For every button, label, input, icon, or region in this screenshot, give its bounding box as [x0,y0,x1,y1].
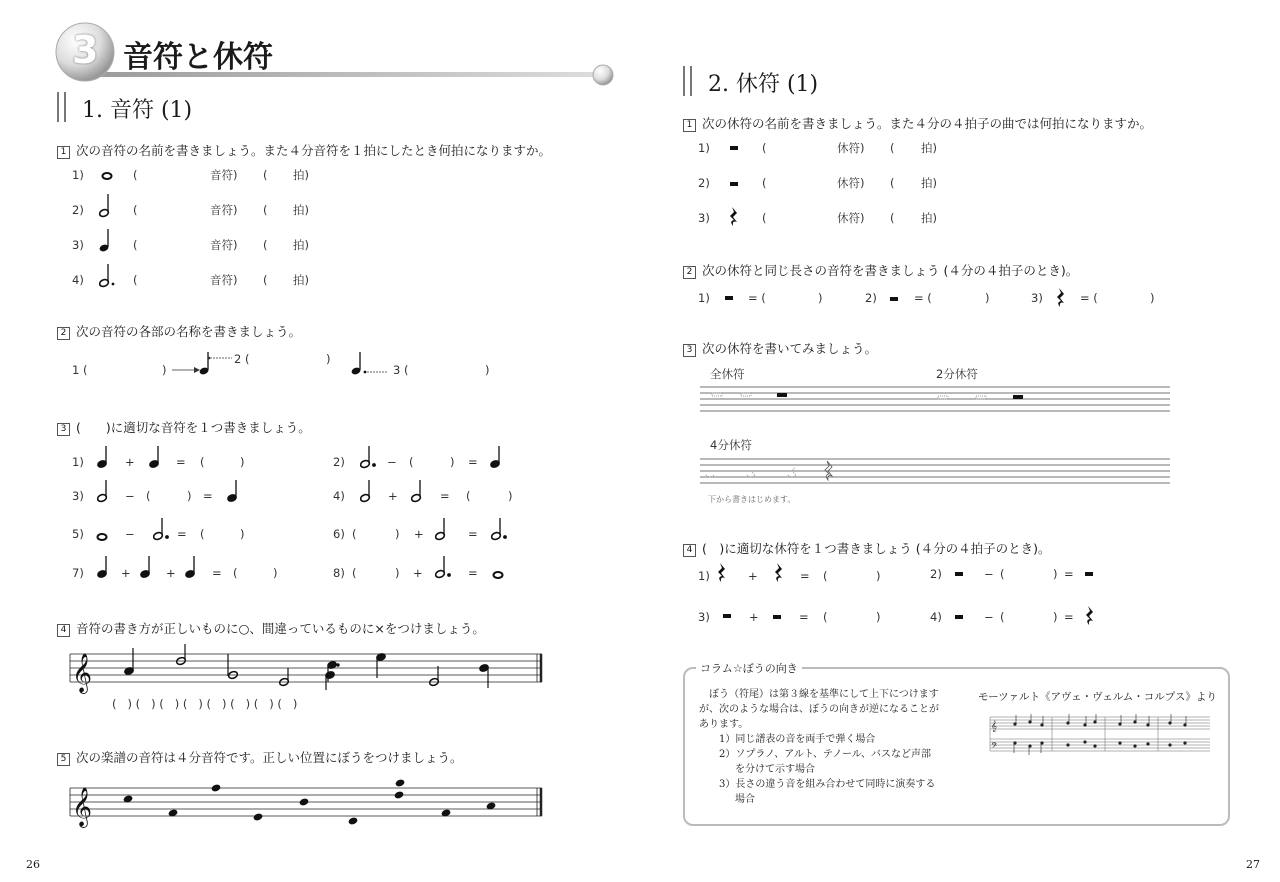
paren: ) [1053,567,1058,581]
question-number: 2 [57,327,70,340]
q4-staff [68,642,546,692]
part-3-paren-open: 3 ( [393,363,409,377]
answer-paren-open: ( [133,273,138,287]
item-label: 3) [698,211,710,225]
operator: = [1064,610,1074,624]
item-label: 1) [698,141,710,155]
operator: − [125,489,135,503]
item-label: 2) [865,291,877,305]
question-number: 3 [57,423,70,436]
chapter-number: 3 [72,28,99,72]
paren: ) [1053,610,1058,624]
item-label: 4) [930,610,942,624]
operator: + [749,610,759,624]
q5-staff [68,776,546,826]
operator: = [1064,567,1074,581]
chapter-title: 音符と休符 [123,40,273,75]
item-label: 1) [698,569,710,583]
part-3-paren-close: ) [485,363,490,377]
question-number: 4 [57,624,70,637]
item-label: 5) [72,527,84,541]
answer-name: 休符) [837,176,865,190]
paren: ( [135,697,141,711]
beat-label: 拍) [293,168,309,182]
paren: ( [200,527,205,541]
beat-paren-open: ( [890,176,895,190]
question-number: 1 [57,146,70,159]
paren: ( [352,527,357,541]
paren: ( [206,697,211,711]
paren-close: ) [818,291,823,305]
quarter-rest-icon [1056,287,1066,309]
beat-paren-open: ( [263,238,268,252]
paren: ( [409,455,414,469]
beat-paren-open: ( [890,211,895,225]
section-title: 2. 休符 (1) [708,72,819,97]
paren: ) [245,697,251,711]
part-2-paren-close: ) [326,352,331,366]
question-text: 次の音符の名前を書きましょう。また４分音符を１拍にしたとき何拍になりますか。 [76,143,552,158]
paren: ( [233,566,238,580]
beat-paren-open: ( [263,168,268,182]
question-number: 5 [57,753,70,766]
paren: ( [230,697,235,711]
operator: = [799,610,809,624]
paren: ) [174,697,180,711]
beat-label: 拍) [921,176,937,190]
question-text: 次の休符の名前を書きましょう。また４分の４拍子の曲では何拍になりますか。 [702,116,1153,131]
answer-paren-open: ( [762,176,767,190]
dotted-half-note-icon [98,262,118,290]
answer-name: 音符) [210,238,238,252]
column-line: が、次のような場合は、ぼうの向きが逆になることが [699,704,939,715]
question-text: ( )に適切な音符を１つ書きましょう。 [76,420,311,435]
question-1 [683,116,1152,132]
section-marker [683,66,692,96]
column-case: 場合 [735,794,755,805]
paren: ) [395,566,400,580]
paren: ) [508,489,513,503]
paren: ( [277,697,282,711]
equals-paren: = ( [914,291,932,305]
paren: ) [292,697,298,711]
paren: ( [200,455,205,469]
paren: ) [240,455,245,469]
item-label: 3) [1031,291,1043,305]
column-line: あります。 [699,719,749,730]
example-score [970,713,1215,758]
paren: ( [823,569,828,583]
question-text: 音符の書き方が正しいものに○、間違っているものに×をつけましょう。 [76,621,485,636]
operator: = [468,566,478,580]
quarter-note-icon [98,227,114,255]
operator: = [203,489,213,503]
half-rest-icon [890,297,898,301]
item-label: 6) [333,527,345,541]
operator: + [414,527,424,541]
paren: ( [466,489,471,503]
operator: + [413,566,423,580]
answer-paren-open: ( [762,211,767,225]
question-text: 次の楽譜の音符は４分音符です。正しい位置にぼうをつけましょう。 [76,750,463,765]
whole-rest-icon [730,146,738,150]
operator: + [121,566,131,580]
paren: ) [198,697,203,711]
note-parts-diagram [170,348,400,382]
equals-paren: = ( [748,291,766,305]
paren: ) [395,527,400,541]
operator: + [388,489,398,503]
item-label: 1) [72,168,84,182]
svg-text:𝄞: 𝄞 [991,721,997,732]
column-case: 2）ソプラノ、アルト、テノール、バスなど声部 [719,749,931,760]
question-text: 次の音符の各部の名称を書きましょう。 [76,324,302,339]
column-case: 1）同じ譜表の音を両手で弾く場合 [719,734,876,745]
paren: ) [151,697,156,711]
answer-paren-open: ( [133,203,138,217]
column-case: を分けて示す場合 [735,764,815,775]
item-label: 3) [698,610,710,624]
operator: = [212,566,222,580]
operator: = [176,455,186,469]
item-label: 7) [72,566,84,580]
item-label: 4) [333,489,345,503]
paren: ) [269,697,274,711]
item-label: 3) [72,238,84,252]
paren-close: ) [985,291,990,305]
beat-label: 拍) [921,141,937,155]
paren: ) [127,697,132,711]
item-label: 2) [333,455,345,469]
item-label: 8) [333,566,345,580]
paren: ) [450,455,455,469]
item-label: 3) [72,489,84,503]
beat-label: 拍) [293,203,309,217]
operator: + [125,455,135,469]
section-title: 1. 音符 (1) [82,98,193,123]
beat-label: 拍) [293,273,309,287]
paren: ( [352,566,357,580]
question-number: 1 [683,119,696,132]
question-2 [57,324,301,340]
answer-name: 音符) [210,203,238,217]
question-2 [683,263,1078,279]
question-number: 4 [683,544,696,557]
paren: ) [240,527,245,541]
paren: ( [146,489,151,503]
page-number-right: 27 [1246,858,1260,871]
column-case: 3）長さの違う音を組み合わせて同時に演奏する [719,779,936,790]
column-line: ぼう（符尾）は第３線を基準にして上下につけます [709,689,939,700]
quarter-rest-icon [729,206,739,228]
column-body [699,687,959,807]
question-text: ( )に適切な休符を１つ書きましょう (４分の４拍子のとき)。 [702,541,1051,556]
question-text: 次の休符を書いてみましょう。 [702,341,878,356]
half-rest-label: 2分休符 [936,367,978,381]
paren: ( [182,697,188,711]
whole-rest-icon [725,296,733,300]
question-text: 次の休符と同じ長さの音符を書きましょう (４分の４拍子のとき)。 [702,263,1079,278]
paren: ) [876,569,881,583]
part-1-paren-open: 1 ( [72,363,88,377]
svg-text:𝄞: 𝄞 [72,653,93,693]
operator: = [177,527,187,541]
hint-text: 下から書きはじめます。 [708,495,796,504]
paren: ) [273,566,278,580]
svg-text:𝄢: 𝄢 [991,742,998,753]
beat-paren-open: ( [263,203,268,217]
operator: − [125,527,135,541]
equals-paren: = ( [1080,291,1098,305]
q4-answer-row [112,697,297,711]
answer-name: 音符) [210,168,238,182]
question-1 [57,143,551,159]
q4-rests-graphic [715,562,1105,632]
paren: ) [876,610,881,624]
operator: + [166,566,176,580]
paren: ( [823,610,828,624]
half-note-icon [98,192,114,220]
operator: = [468,455,478,469]
beat-paren-open: ( [263,273,268,287]
operator: − [387,455,397,469]
whole-rest-label: 全休符 [710,367,745,381]
answer-paren-open: ( [133,168,138,182]
item-label: 1) [698,291,710,305]
item-label: 2) [930,567,942,581]
column-title: コラム☆ぼうの向き [696,660,802,676]
paren: ( [159,697,164,711]
question-number: 3 [683,344,696,357]
answer-name: 音符) [210,273,238,287]
question-3 [683,341,877,357]
paren: ) [187,489,192,503]
svg-text:𝄞: 𝄞 [72,787,93,827]
q3-notes-graphic [90,440,530,590]
half-rest-icon [730,182,738,186]
rest-practice-staff-2 [700,457,1172,487]
answer-paren-open: ( [762,141,767,155]
paren: ( [1000,610,1005,624]
beat-label: 拍) [921,211,937,225]
paren: ( [1000,567,1005,581]
rest-practice-staff-1 [700,385,1172,415]
operator: = [440,489,450,503]
paren: ) [221,697,227,711]
paren: ( [253,697,259,711]
paren: ( [112,697,117,711]
section-marker [57,92,66,122]
beat-label: 拍) [293,238,309,252]
answer-paren-open: ( [133,238,138,252]
example-title: モーツァルト《アヴェ・ヴェルム・コルプス》より [978,691,1217,703]
beat-paren-open: ( [890,141,895,155]
quarter-rest-label: 4分休符 [710,438,752,452]
page-number-left: 26 [26,858,40,871]
item-label: 2) [72,203,84,217]
question-3 [57,420,311,436]
question-5 [57,750,463,766]
answer-name: 休符) [837,141,865,155]
part-1-paren-close: ) [162,363,167,377]
operator: + [748,569,758,583]
answer-name: 休符) [837,211,865,225]
operator: − [984,610,994,624]
operator: = [800,569,810,583]
item-label: 4) [72,273,84,287]
paren-close: ) [1150,291,1155,305]
question-4 [57,621,485,637]
question-4 [683,541,1050,557]
whole-note-icon [100,168,114,182]
question-number: 2 [683,266,696,279]
item-label: 2) [698,176,710,190]
operator: − [984,567,994,581]
item-label: 1) [72,455,84,469]
operator: = [468,527,478,541]
part-2-paren-open: 2 ( [234,352,250,366]
